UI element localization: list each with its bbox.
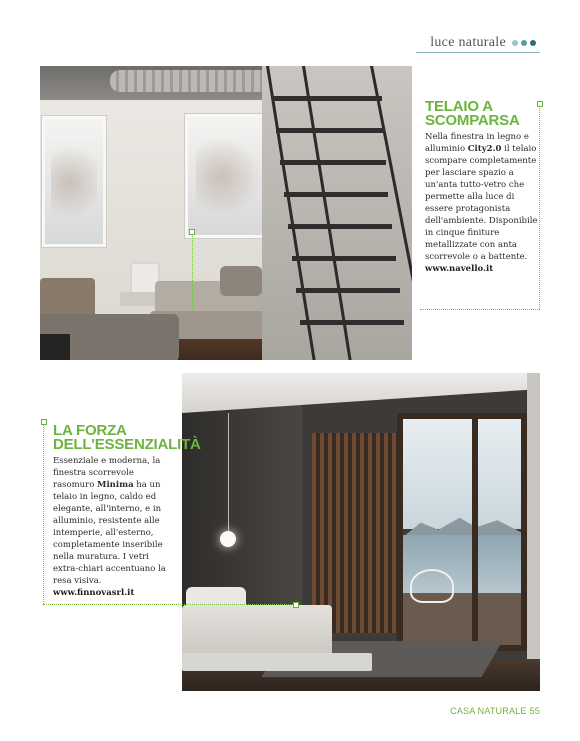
dot-mid bbox=[521, 40, 527, 46]
loft-dark-corner bbox=[40, 334, 70, 360]
article-telaio-title bbox=[425, 100, 541, 128]
leader-2-left bbox=[43, 424, 44, 604]
body-text-before: Nella finestra in legno e alluminio bbox=[425, 132, 529, 154]
stair-step bbox=[272, 96, 382, 101]
sliding-door-mullion bbox=[472, 413, 478, 651]
bedroom-right-wall bbox=[527, 373, 540, 673]
leader-2-marker-photo bbox=[293, 602, 299, 608]
title-line-2: DELL'ESSENZIALITÀ bbox=[53, 436, 201, 453]
title-line-2: SCOMPARSA bbox=[425, 112, 520, 129]
stair-step bbox=[292, 256, 396, 261]
stair-step bbox=[300, 320, 404, 325]
pendant-cord bbox=[228, 413, 229, 533]
bedroom-wood-slats bbox=[312, 433, 402, 633]
article-essenzialita bbox=[53, 422, 201, 598]
sliding-door-frame bbox=[397, 413, 527, 651]
dot-dark bbox=[530, 40, 536, 46]
loft-cushion-1 bbox=[220, 266, 262, 296]
page-footer bbox=[450, 705, 540, 717]
leader-2-bottom bbox=[43, 604, 295, 605]
body-text-before: Essenziale e moderna, la finestra scorrevole rasomuro bbox=[53, 456, 161, 490]
loft-stair-wall bbox=[262, 66, 412, 360]
section-title: luce naturale bbox=[430, 35, 506, 50]
article-telaio-url[interactable]: www.navello.it bbox=[425, 264, 494, 274]
stair-step bbox=[296, 288, 400, 293]
article-telaio bbox=[425, 100, 541, 274]
title-line-1: TELAIO A bbox=[425, 98, 493, 115]
stair-step bbox=[276, 128, 384, 133]
leader-2-marker-top bbox=[41, 419, 47, 425]
magazine-name: CASA NATURALE bbox=[450, 706, 527, 716]
section-dots bbox=[512, 40, 536, 46]
leader-1-bottom bbox=[420, 309, 540, 310]
stair-step bbox=[288, 224, 392, 229]
dot-light bbox=[512, 40, 518, 46]
article-telaio-body bbox=[425, 131, 541, 263]
bed-bench bbox=[182, 653, 372, 671]
leader-1-marker-photo bbox=[189, 229, 195, 235]
article-essenzialita-body bbox=[53, 455, 169, 587]
bedroom-ceiling bbox=[182, 373, 540, 413]
header-rule bbox=[416, 52, 540, 53]
pendant-lamp bbox=[220, 531, 236, 547]
leader-1-left bbox=[192, 232, 193, 309]
loft-window-left bbox=[42, 116, 106, 247]
page-number: 55 bbox=[529, 706, 540, 716]
loft-window-center bbox=[185, 114, 271, 238]
title-line-1: LA FORZA bbox=[53, 422, 127, 439]
stair-step bbox=[280, 160, 386, 165]
article-essenzialita-url[interactable]: www.finnovasrl.it bbox=[53, 588, 135, 598]
stair-step bbox=[284, 192, 388, 197]
product-name: Minima bbox=[97, 480, 134, 490]
photo-loft-staircase bbox=[40, 66, 412, 360]
section-header bbox=[430, 34, 536, 52]
product-name: City2.0 bbox=[467, 144, 502, 154]
body-text-after: il telaio scompare completamente per lasciare spazio a un'anta tutto-vetro che permette alla luce di essere protagonista dell'ambiente. Disponibile in cinque finiture metallizzate con anta scorrevole o a battente. bbox=[425, 144, 538, 262]
article-essenzialita-title bbox=[53, 422, 201, 453]
photo-bedroom-sliding-door bbox=[182, 373, 540, 691]
body-text-after: ha un telaio in legno, caldo ed elegante, all'interno, e in alluminio, resistente alle intemperie, all'esterno, completamente inseribile nella muratura. I vetri extra-chiari accentuano la resa visiva. bbox=[53, 480, 166, 586]
